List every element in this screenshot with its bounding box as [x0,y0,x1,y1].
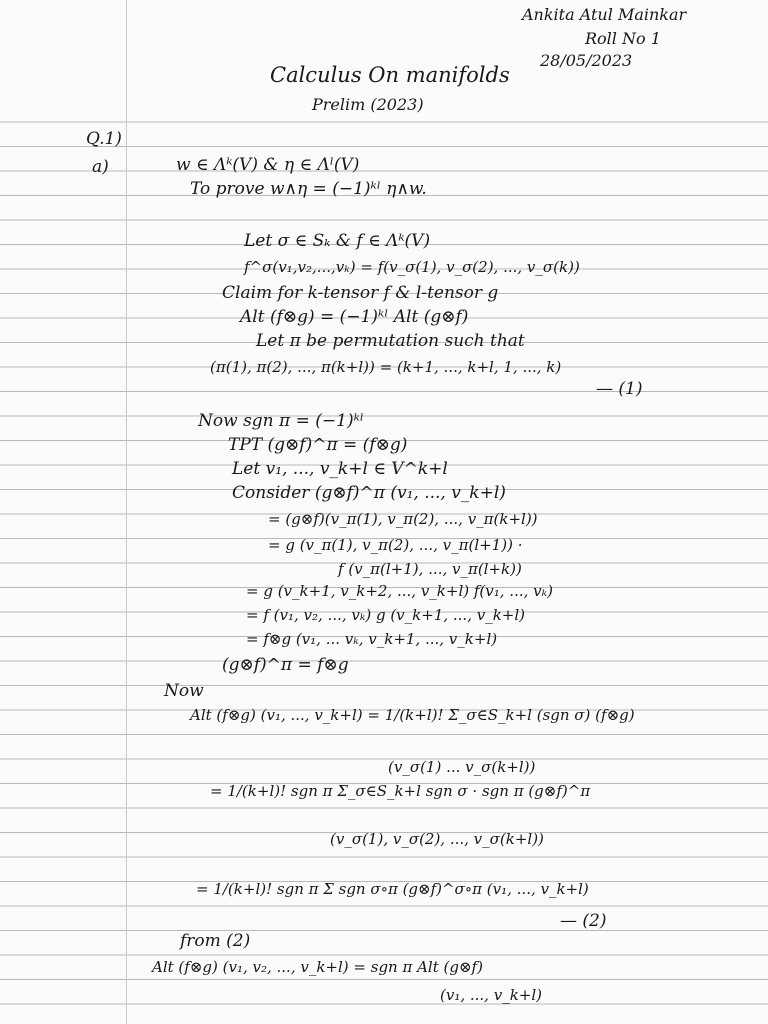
date: 28/05/2023 [540,51,633,70]
proof-line: w ∈ Λᵏ(V) & η ∈ Λˡ(V) [176,155,360,175]
proof-line: (v_σ(1) ... v_σ(k+l)) [388,758,536,776]
part-label: a) [92,157,109,177]
proof-line: Now [164,681,204,701]
proof-line: Let v₁, ..., v_k+l ∈ V^k+l [232,459,448,479]
proof-line: (v₁, ..., v_k+l) [440,986,542,1004]
proof-line: = 1/(k+l)! sgn π Σ sgn σ∘π (g⊗f)^σ∘π (v₁, ..., v_k+l) [196,880,589,898]
proof-line: f^σ(v₁,v₂,...,vₖ) = f(v_σ(1), v_σ(2), ..., v_σ(k)) [244,258,580,276]
proof-line: Now sgn π = (−1)ᵏˡ [198,411,364,431]
proof-line: = g (v_k+1, v_k+2, ..., v_k+l) f(v₁, ..., vₖ) [246,582,553,600]
proof-line: = f (v₁, v₂, ..., vₖ) g (v_k+1, ..., v_k+l) [246,606,526,624]
question-number: Q.1) [86,129,122,149]
proof-line: = 1/(k+l)! sgn π Σ_σ∈S_k+l sgn σ · sgn π (g⊗f)^π [210,782,591,800]
proof-line: = f⊗g (v₁, ... vₖ, v_k+1, ..., v_k+l) [246,630,498,648]
proof-line: Claim for k-tensor f & l-tensor g [222,283,499,303]
proof-line: (g⊗f)^π = f⊗g [222,655,349,675]
equation-tag: — (1) [596,379,643,399]
proof-line: f (v_π(l+1), ..., v_π(l+k)) [338,560,522,578]
proof-line: = (g⊗f)(v_π(1), v_π(2), ..., v_π(k+l)) [268,510,538,528]
proof-line: Alt (f⊗g) = (−1)ᵏˡ Alt (g⊗f) [240,307,469,327]
proof-line: (π(1), π(2), ..., π(k+l)) = (k+1, ..., k+l, 1, ..., k) [210,358,562,376]
proof-line: Consider (g⊗f)^π (v₁, ..., v_k+l) [232,483,506,503]
equation-tag: — (2) [560,911,607,931]
proof-line: = g (v_π(1), v_π(2), ..., v_π(l+1)) · [268,536,523,554]
margin-line [126,0,127,1024]
proof-line: To prove w∧η = (−1)ᵏˡ η∧w. [190,179,427,199]
proof-line: Alt (f⊗g) (v₁, v₂, ..., v_k+l) = sgn π Alt (g⊗f) [152,958,483,976]
proof-line: Let σ ∈ Sₖ & f ∈ Λᵏ(V) [244,231,431,251]
page-subtitle: Prelim (2023) [312,95,424,114]
proof-line: TPT (g⊗f)^π = (f⊗g) [228,435,408,455]
proof-line: Let π be permutation such that [256,331,525,351]
proof-line: Alt (f⊗g) (v₁, ..., v_k+l) = 1/(k+l)! Σ_σ∈S_k+l (sgn σ) (f⊗g) [190,706,635,724]
page-title: Calculus On manifolds [270,63,510,87]
author-name: Ankita Atul Mainkar [522,5,687,24]
proof-line: from (2) [180,931,251,951]
proof-line: (v_σ(1), v_σ(2), ..., v_σ(k+l)) [330,830,544,848]
roll-number: Roll No 1 [585,29,661,48]
